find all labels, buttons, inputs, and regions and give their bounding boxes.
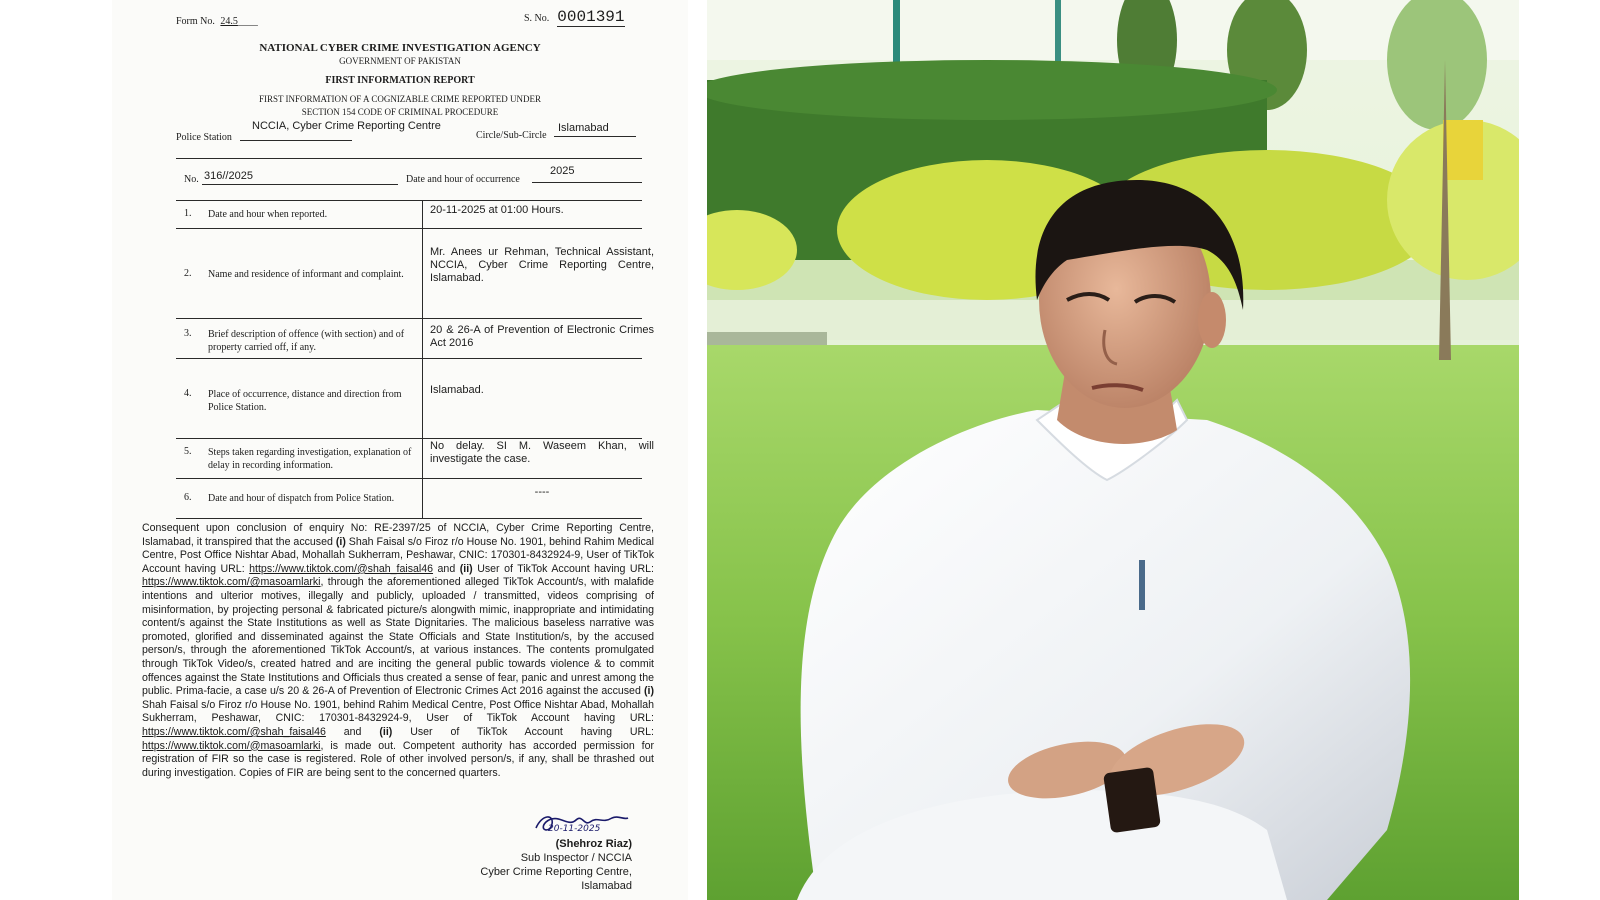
row-label-date-reported: Date and hour when reported. (208, 209, 328, 220)
tiktok-url-link[interactable]: https://www.tiktok.com/@masoamlarki (142, 576, 321, 589)
row-label-steps: Steps taken regarding investigation, explanation of delay in recording information. (208, 447, 412, 471)
row-value-date-reported: 20-11-2025 at 01:00 Hours. (430, 204, 564, 216)
row-value-informant: Mr. Anees ur Rehman, Technical Assistant, NCCIA, Cyber Crime Reporting Centre, Islamabad. (430, 246, 654, 284)
occurrence-label: Date and hour of occurrence (406, 174, 520, 185)
row-label-offence: Brief description of offence (with section) and of property carried off, if any. (208, 329, 405, 353)
signatory-designation: Sub Inspector / NCCIA (520, 852, 632, 864)
government-name: GOVERNMENT OF PAKISTAN (339, 56, 461, 66)
tiktok-url-link[interactable]: https://www.tiktok.com/@shah_faisal46 (142, 725, 326, 738)
police-station-value: NCCIA, Cyber Crime Reporting Centre (252, 120, 441, 132)
fir-narrative: Consequent upon conclusion of enquiry No: RE-2397/25 of NCCIA, Cyber Crime Reporting Centre, Islamabad, it transpired that the accused (i) Shah Faisal s/o Firoz r/o House No. 1901, behind Rahim Medical Centre, Post Office Nishtar Abad, Mohallah Sukherram, Peshawar, CNIC: 170301-8432924-9, User of TikTok Account having URL: https://www.tiktok.com/@shah_faisal46 and (ii) User of TikTok Account having URL: https://www.tiktok.com/@masoamlarki, through the aforementioned alleged TikTok Account/s, with malafide intentions and ulterior motives, illegally and publicly, uploaded / transmitted, videos comprising of misinformation, by projecting personal & fabricated picture/s alongwith mimic, inappropriate and intimidating content/s against the State Institutions as well as State Dignitaries. The malicious baseless narrative was promoted, glorified and disseminated against the State Officials and State Institution/s, by the accused person/s, through the aforementioned TikTok Account/s, at various instances. The contents promulgated through TikTok Video/s, created hatred and are inciting the general public towards violence & to commit offences against the State Institutions and Officials thus created a sense of fear, panic and unrest among the public. Prima-facie, a case u/s 20 & 26-A of Prevention of Electronic Crimes Act 2016 against the accused (i) Shah Faisal s/o Firoz r/o House No. 1901, behind Rahim Medical Centre, Post Office Nishtar Abad, Mohallah Sukherram, Peshawar, CNIC: 170301-8432924-9, User of TikTok Account having URL: https://www.tiktok.com/@shah_faisal46 and (ii) User of TikTok Account having URL: https://www.tiktok.com/@masoamlarki, is made out. Competent authority has accorded permission for registration of FIR so the case is registered. Role of other involved person/s, if any, shall be thrashed out during investigation. Copies of FIR are being sent to the concerned quarters. (142, 522, 655, 779)
report-title: FIRST INFORMATION REPORT (325, 75, 475, 86)
form-number: Form No. 24.5____ (176, 16, 258, 27)
signatory-city: Islamabad (581, 880, 632, 892)
tiktok-url-link[interactable]: https://www.tiktok.com/@shah_faisal46 (249, 562, 434, 575)
circle-label: Circle/Sub-Circle (476, 130, 547, 141)
report-subtitle-2: SECTION 154 CODE OF CRIMINAL PROCEDURE (301, 107, 499, 117)
circle-value: Islamabad (558, 122, 609, 134)
row-label-dispatch: Date and hour of dispatch from Police Station. (208, 493, 395, 504)
row-label-informant: Name and residence of informant and complaint. (208, 269, 404, 280)
report-subtitle-1: FIRST INFORMATION OF A COGNIZABLE CRIME REPORTED UNDER (258, 94, 542, 104)
row-value-dispatch: ---- (534, 486, 550, 498)
row-value-offence: 20 & 26-A of Prevention of Electronic Crimes Act 2016 (430, 324, 654, 349)
signatory-office: Cyber Crime Reporting Centre, (480, 866, 632, 878)
tiktok-url-link[interactable]: https://www.tiktok.com/@masoamlarki (142, 739, 321, 752)
fir-document: Form No. 24.5____ S. No. 0001391 NATIONAL CYBER CRIME INVESTIGATION AGENCY GOVERNMENT OF PAKISTAN FIRST INFORMATION REPORT FIRST INFORMATION OF A COGNIZABLE CRIME REPORTED UNDER SECTION 154 CODE OF CRIMINAL PROCEDURE Police Station NCCIA, Cyber Crime Reporting Centre Circle/Sub-Circle Islamabad No. 316//2025 Date and hour of occurrence 2025 1. Date and hour when reported. 20-11-2025 at 01:00 Hours. 2. Name and residence of informant and complaint. Mr. Anees ur Rehman, Technical Assistant, NCCIA, Cyber Crime Reporting Centre, Islamabad. 3. Brief description of offence (with section) and of property carried off, if any. 20 & 26-A of Prevention of Electronic Crimes Act 2016 4. Place of occurrence, distance and direction from Police Station. Islamabad. 5. Steps taken regarding investigation, explanation of delay in recording information. No delay. SI M. Waseem Khan, will investigate the case. 6. Date and hour of dispatch from Police Station. ---- Consequent upon conclusion of enquiry No: RE-2397/25 of NCCIA, Cyber Crime Reporting Centre, Islamabad, it transpired that the accused (i) Shah Faisal s/o Firoz r/o House No. 1901, behind Rahim Medical Centre, Post Office Nishtar Abad, Mohallah Sukherram, Peshawar, CNIC: 170301-8432924-9, User of TikTok Account having URL: https://www.tiktok.com/@shah_faisal46 and (ii) User of TikTok Account having URL: https://www.tiktok.com/@masoamlarki, through the aforementioned alleged TikTok Account/s, with malafide intentions and ulterior motives, illegally and publicly, uploaded / transmitted, videos comprising of misinformation, by projecting personal & fabricated picture/s alongwith mimic, inappropriate and intimidating content/s against the State Institutions as well as State Dignitaries. The malicious baseless narrative was promoted, glorified and disseminated against the State Officials and State Institution/s, by the accused person/s, through the aforementioned TikTok Account/s, at various instances. The contents promulgated through TikTok Video/s, created hatred and are inciting the general public towards violence & to commit offences against the State Institutions and Officials thus created a sense of fear, panic and unrest among the public. Prima-facie, a case u/s 20 & 26-A of Prevention of Electronic Crimes Act 2016 against the accused (i) Shah Faisal s/o Firoz r/o House No. 1901, behind Rahim Medical Centre, Post Office Nishtar Abad, Mohallah Sukherram, Peshawar, CNIC: 170301-8432924-9, User of TikTok Account having URL: https://www.tiktok.com/@shah_faisal46 and (ii) User of TikTok Account having URL: https://www.tiktok.com/@masoamlarki, is made out. Competent authority has accorded permission for registration of FIR so the case is registered. Role of other involved person/s, if any, shall be thrashed out during investigation. Copies of FIR are being sent to the concerned quarters. 20-11-2025 (Shehroz Riaz) Sub Inspector / NCCIA Cyber Crime Reporting Centre, Islamabad (112, 0, 688, 900)
portrait-photo (707, 0, 1519, 900)
agency-name: NATIONAL CYBER CRIME INVESTIGATION AGENCY (259, 42, 541, 54)
row-value-steps: No delay. SI M. Waseem Khan, will investigate the case. (430, 440, 654, 465)
signature-date: 20-11-2025 (548, 824, 601, 834)
fir-no-value: 316//2025 (204, 170, 253, 182)
serial-number: S. No. 0001391 (524, 8, 625, 26)
occurrence-value: 2025 (550, 165, 575, 177)
police-station-label: Police Station (176, 132, 232, 143)
row-label-place: Place of occurrence, distance and direction from Police Station. (208, 389, 402, 413)
fir-no-label: No. (184, 174, 199, 185)
row-value-place: Islamabad. (430, 384, 484, 396)
signatory-name: (Shehroz Riaz) (555, 838, 632, 850)
